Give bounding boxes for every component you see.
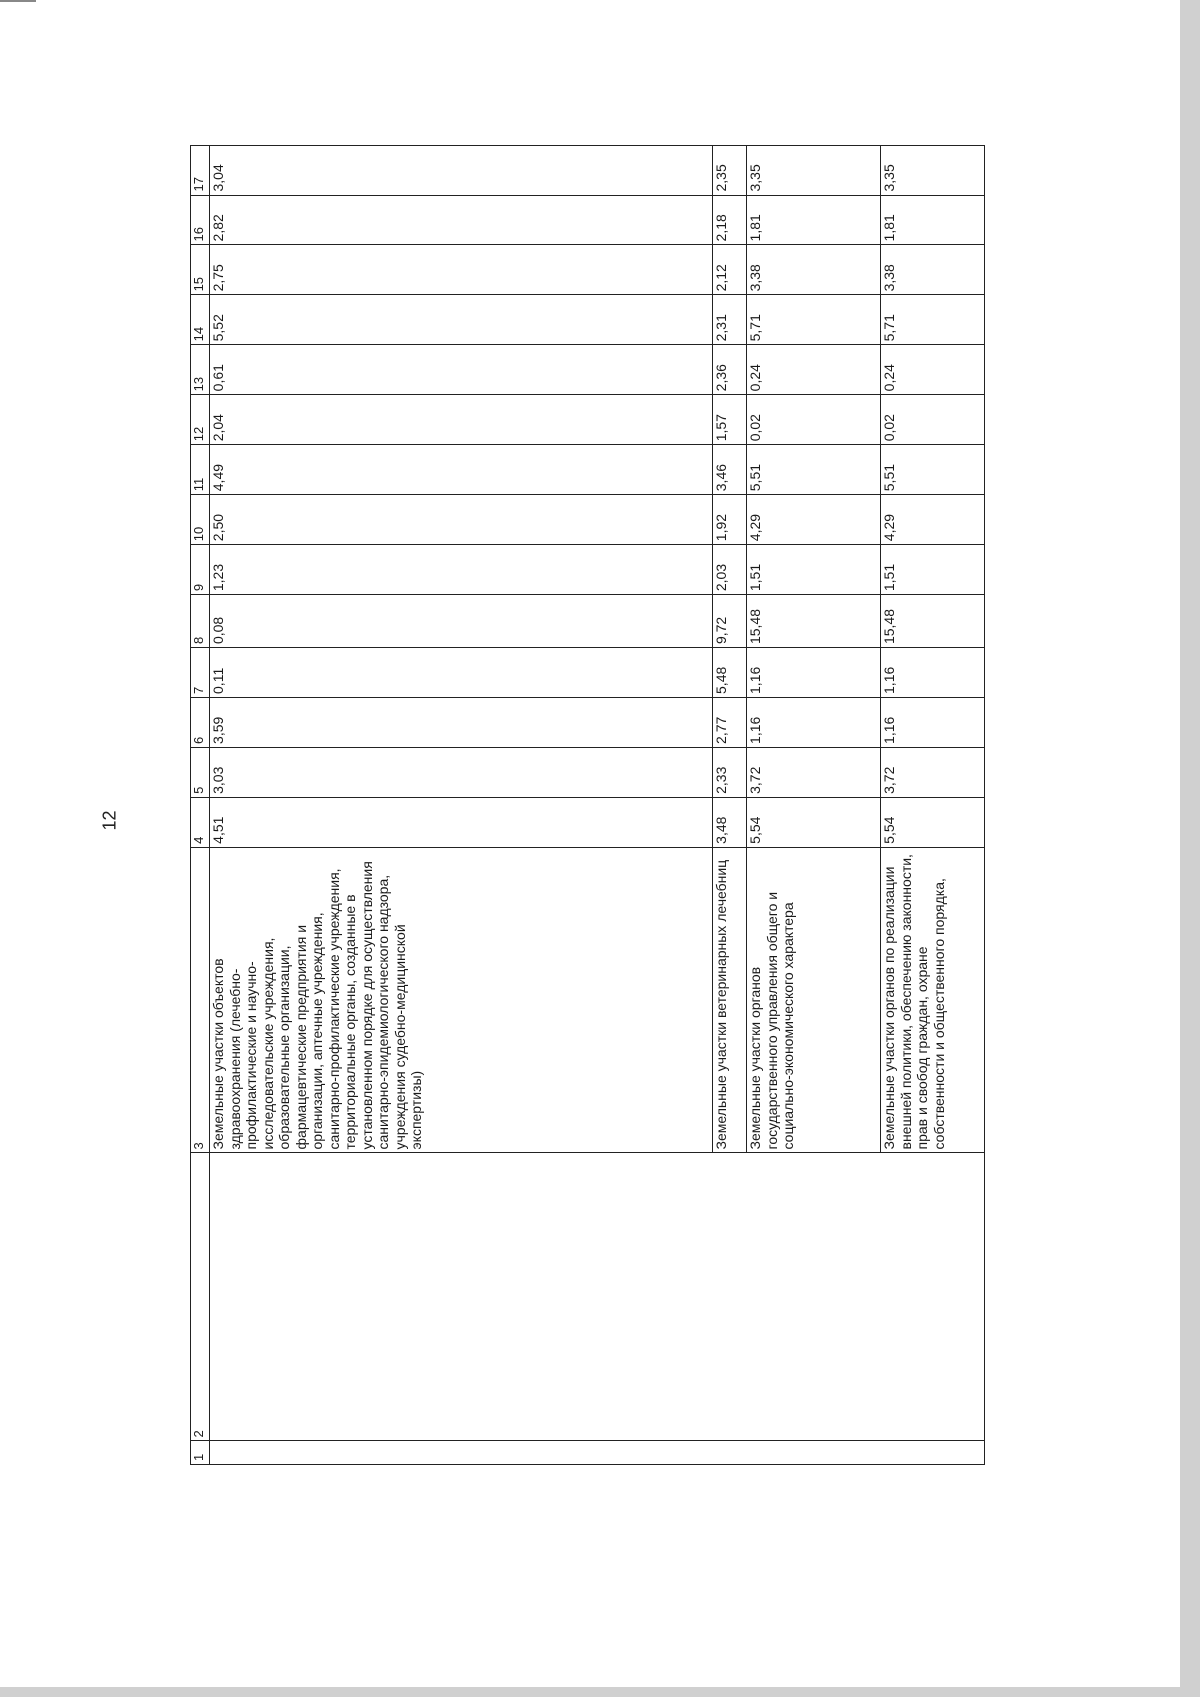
column-header: 9 <box>191 545 210 595</box>
table-cell: 15,48 <box>881 595 985 648</box>
column-header: 8 <box>191 595 210 648</box>
table-cell: 0,61 <box>210 345 713 395</box>
column-header: 14 <box>191 295 210 345</box>
table-cell: 1,51 <box>881 545 985 595</box>
table-cell: 1,16 <box>881 648 985 698</box>
table-cell: 2,12 <box>713 245 747 295</box>
table-cell: 3,35 <box>747 146 881 196</box>
scan-edge-right <box>1180 0 1200 1697</box>
table-cell: 0,02 <box>747 395 881 445</box>
table-cell: 2,03 <box>713 545 747 595</box>
table-cell: 2,31 <box>713 295 747 345</box>
table-cell: 1,81 <box>881 195 985 245</box>
column-header: 5 <box>191 747 210 797</box>
table-cell: 3,38 <box>881 245 985 295</box>
column-header: 17 <box>191 146 210 196</box>
table-cell: 3,59 <box>210 697 713 747</box>
table-cell: 1,51 <box>747 545 881 595</box>
column-header: 3 <box>191 847 210 1153</box>
table-cell: 2,33 <box>713 747 747 797</box>
page-number: 12 <box>99 810 120 831</box>
table-cell: 3,04 <box>210 146 713 196</box>
column-header: 15 <box>191 245 210 295</box>
table-cell: 5,51 <box>747 445 881 495</box>
row-label: Земельные участки органов по реализации внешней политики, обеспечению законности, прав и свобод граждан, охране собственности и общественного порядка, <box>881 847 985 1153</box>
table-cell: 1,16 <box>747 648 881 698</box>
table-cell: 4,29 <box>747 495 881 545</box>
column-header: 6 <box>191 697 210 747</box>
table-cell: 3,03 <box>210 747 713 797</box>
table-cell: 2,18 <box>713 195 747 245</box>
table-cell: 4,49 <box>210 445 713 495</box>
table-cell: 2,77 <box>713 697 747 747</box>
table-row <box>210 146 713 1465</box>
column-header: 2 <box>191 1153 210 1441</box>
column-header: 12 <box>191 395 210 445</box>
table-cell: 0,11 <box>210 648 713 698</box>
table-cell: 3,38 <box>747 245 881 295</box>
table-cell: 1,92 <box>713 495 747 545</box>
table-cell: 5,48 <box>713 648 747 698</box>
column-header: 16 <box>191 195 210 245</box>
table-cell: 2,04 <box>210 395 713 445</box>
table-cell: 5,52 <box>210 295 713 345</box>
table-cell: 5,71 <box>881 295 985 345</box>
table-cell: 9,72 <box>713 595 747 648</box>
table-cell: 1,16 <box>747 697 881 747</box>
column-header: 11 <box>191 445 210 495</box>
rates-table <box>190 145 985 1465</box>
rotated-table-container <box>190 145 1000 1465</box>
table-cell: 3,72 <box>881 747 985 797</box>
table-cell: 2,35 <box>713 146 747 196</box>
table-cell: 4,51 <box>210 797 713 847</box>
column-header: 13 <box>191 345 210 395</box>
table-cell: 2,36 <box>713 345 747 395</box>
row-label: Земельные участки органов государственного управления общего и социально-экономического характера <box>747 847 881 1153</box>
table-cell: 0,08 <box>210 595 713 648</box>
column-header: 10 <box>191 495 210 545</box>
table-cell: 3,48 <box>713 797 747 847</box>
table-cell: 3,72 <box>747 747 881 797</box>
table-cell: 0,24 <box>881 345 985 395</box>
table-cell: 0,02 <box>881 395 985 445</box>
table-cell: 1,16 <box>881 697 985 747</box>
column-header: 1 <box>191 1441 210 1465</box>
table-cell: 5,54 <box>747 797 881 847</box>
cell-col1 <box>210 1441 985 1465</box>
column-header: 4 <box>191 797 210 847</box>
table-cell: 5,54 <box>881 797 985 847</box>
table-cell: 15,48 <box>747 595 881 648</box>
table-cell: 5,71 <box>747 295 881 345</box>
table-cell: 1,57 <box>713 395 747 445</box>
table-cell: 5,51 <box>881 445 985 495</box>
table-cell: 3,46 <box>713 445 747 495</box>
table-cell: 2,75 <box>210 245 713 295</box>
table-cell: 2,50 <box>210 495 713 545</box>
scan-mark <box>0 0 36 2</box>
table-cell: 0,24 <box>747 345 881 395</box>
table-cell: 4,29 <box>881 495 985 545</box>
scan-edge-bottom <box>0 1687 1200 1697</box>
table-cell: 3,35 <box>881 146 985 196</box>
table-header-row <box>191 146 210 1465</box>
table-cell: 1,23 <box>210 545 713 595</box>
table-cell: 2,82 <box>210 195 713 245</box>
column-header: 7 <box>191 648 210 698</box>
row-label: Земельные участки объектов здравоохранения (лечебно-профилактические и научно-исследовательские учреждения, образовательные организации, фармацевтические предприятия и организации, аптечные учреждения, санитарно-профилактические учреждения, территориальные органы, созданные в установленном порядке для осуществления санитарно-эпидемиологического надзора, учреждения судебно-медицинской экспертизы) <box>210 847 713 1153</box>
cell-col2 <box>210 1153 985 1441</box>
row-label: Земельные участки ветеринарных лечебниц <box>713 847 747 1153</box>
table-cell: 1,81 <box>747 195 881 245</box>
